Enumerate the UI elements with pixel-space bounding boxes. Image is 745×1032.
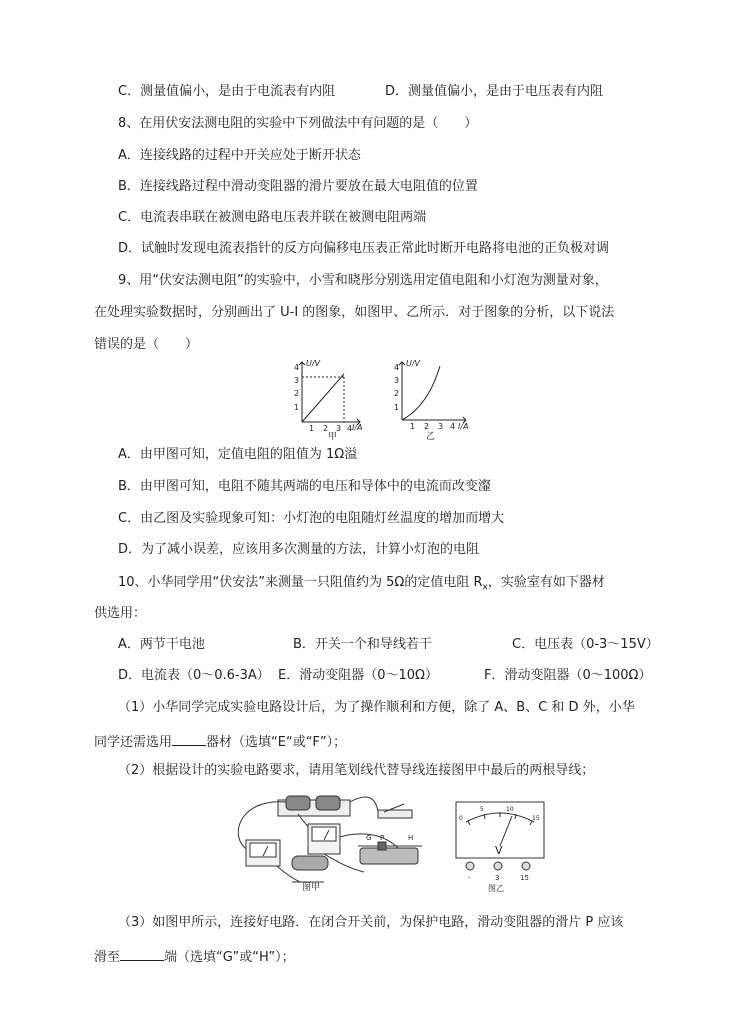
answer-blank-1[interactable] — [172, 731, 206, 746]
q10-sub3-line1: （3）如图甲所示，连接好电路．在闭合开关前，为保护电路，滑动变阻器的滑片 P 应该 — [118, 915, 624, 930]
q10-sub3-line2: 滑至 端（选填“G”或“H”）； — [94, 946, 295, 967]
terminal-label: - — [468, 874, 471, 882]
q10-stem-line2: 供选用： — [94, 606, 147, 621]
yi-x-tick: 2 — [424, 422, 430, 431]
equip-f: F．滑动变阻器（0～100Ω） — [484, 668, 652, 683]
yi-y-tick: 2 — [394, 389, 400, 398]
q7-option-c: C．测量值偏小，是由于电流表有内阻 — [118, 84, 336, 99]
jia-y-label: U/V — [306, 359, 321, 368]
meter-caption: 图乙 — [488, 884, 504, 892]
equip-b: B．开关一个和导线若干 — [293, 637, 432, 652]
yi-caption: 乙 — [426, 432, 436, 440]
graph-jia — [288, 356, 368, 440]
voltmeter-symbol: V — [495, 844, 503, 857]
q8-option-d: D．试触时发现电流表指针的反方向偏移电压表正常此时断开电路将电池的正负极对调 — [118, 241, 610, 256]
q9-stem-line1: 9、用“伏安法测电阻”的实验中，小雪和晓彤分别选用定值电阻和小灯泡为测量对象， — [118, 273, 608, 288]
q8-option-a: A．连接线路的过程中开关应处于断开状态 — [118, 148, 361, 163]
jia-x-tick: 1 — [309, 424, 315, 433]
rheostat-label-p: P — [380, 834, 385, 842]
q8-option-b: B．连接线路过程中滑动变阻器的滑片要放在最大电阻值的位置 — [118, 179, 478, 194]
jia-x-label: I/A — [352, 423, 363, 432]
q7-option-d: D．测量值偏小，是由于电压表有内阻 — [385, 84, 604, 99]
subscript-x: x — [482, 582, 488, 593]
meter-scale-label: 15 — [532, 815, 540, 822]
yi-x-tick: 4 — [450, 422, 456, 431]
answer-blank-2[interactable] — [120, 946, 164, 961]
q10-sub2: （2）根据设计的实验电路要求，请用笔划线代替导线连接图甲中最后的两根导线； — [118, 763, 595, 778]
rheostat-label-h: H — [408, 834, 414, 842]
jia-y-tick: 1 — [294, 403, 300, 412]
yi-y-tick: 4 — [394, 363, 400, 372]
yi-y-label: U/V — [406, 359, 421, 368]
terminal-label: 15 — [520, 874, 529, 882]
q10-stem-line1: 10、小华同学用“伏安法”来测量一只阻值约为 5Ω的定值电阻 $R_x$，实验室有如下器材 — [118, 575, 605, 593]
jia-y-tick: 4 — [294, 363, 300, 372]
q9-stem-line3: 错误的是（ ） — [94, 337, 199, 352]
q8-option-c: C．电流表串联在被测电路电压表并联在被测电阻两端 — [118, 210, 427, 225]
q9-option-a: A．由甲图可知，定值电阻的阻值为 1Ω溢 — [118, 447, 358, 462]
q9-option-d: D．为了减小误差，应该用多次测量的方法，计算小灯泡的电阻 — [118, 542, 480, 557]
rheostat-label-g: G — [366, 834, 372, 842]
q9-stem-line2: 在处理实验数据时，分别画出了 U-I 的图象，如图甲、乙所示．对于图象的分析，以下说法 — [94, 305, 615, 320]
yi-x-tick: 1 — [410, 422, 416, 431]
voltmeter-figure — [452, 800, 548, 892]
jia-y-tick: 2 — [294, 389, 300, 398]
equip-a: A．两节干电池 — [118, 637, 205, 652]
equip-e: E．滑动变阻器（0～10Ω） — [278, 668, 438, 683]
circuit-figure — [228, 788, 426, 892]
q10-sub1-line2: 同学还需选用 器材（选填“E“或“F”）； — [94, 731, 346, 752]
jia-y-tick: 3 — [294, 376, 300, 385]
graph-yi — [388, 356, 474, 440]
yi-y-tick: 3 — [394, 376, 400, 385]
terminal-label: 3 — [495, 874, 500, 882]
q10-sub1-line1: （1）小华同学完成实验电路设计后，为了操作顺利和方便，除了 A、B、C 和 D 外，小华 — [118, 700, 635, 715]
jia-x-tick: 3 — [336, 424, 342, 433]
meter-scale-label: 10 — [506, 806, 514, 813]
yi-x-label: I/A — [458, 422, 469, 431]
meter-scale-label: 5 — [480, 806, 484, 813]
yi-x-tick: 3 — [438, 422, 444, 431]
yi-y-tick: 1 — [394, 403, 400, 412]
q9-option-b: B．由甲图可知，电阻不随其两端的电压和导体中的电流而改变瀣 — [118, 479, 491, 494]
q9-option-c: C．由乙图及实验现象可知：小灯泡的电阻随灯丝温度的增加而增大 — [118, 511, 505, 526]
equip-c: C．电压表（0-3～15V） — [512, 637, 659, 652]
jia-x-tick: 4 — [347, 424, 353, 433]
q8-stem: 8、在用伏安法测电阻的实验中下列做法中有问题的是（ ） — [118, 116, 478, 131]
jia-x-tick: 2 — [323, 424, 329, 433]
circuit-caption: 图甲 — [302, 883, 321, 892]
meter-scale-label: 0 — [459, 815, 463, 822]
equip-d: D．电流表（0～0.6-3A） — [118, 668, 270, 683]
jia-caption: 甲 — [328, 432, 338, 440]
